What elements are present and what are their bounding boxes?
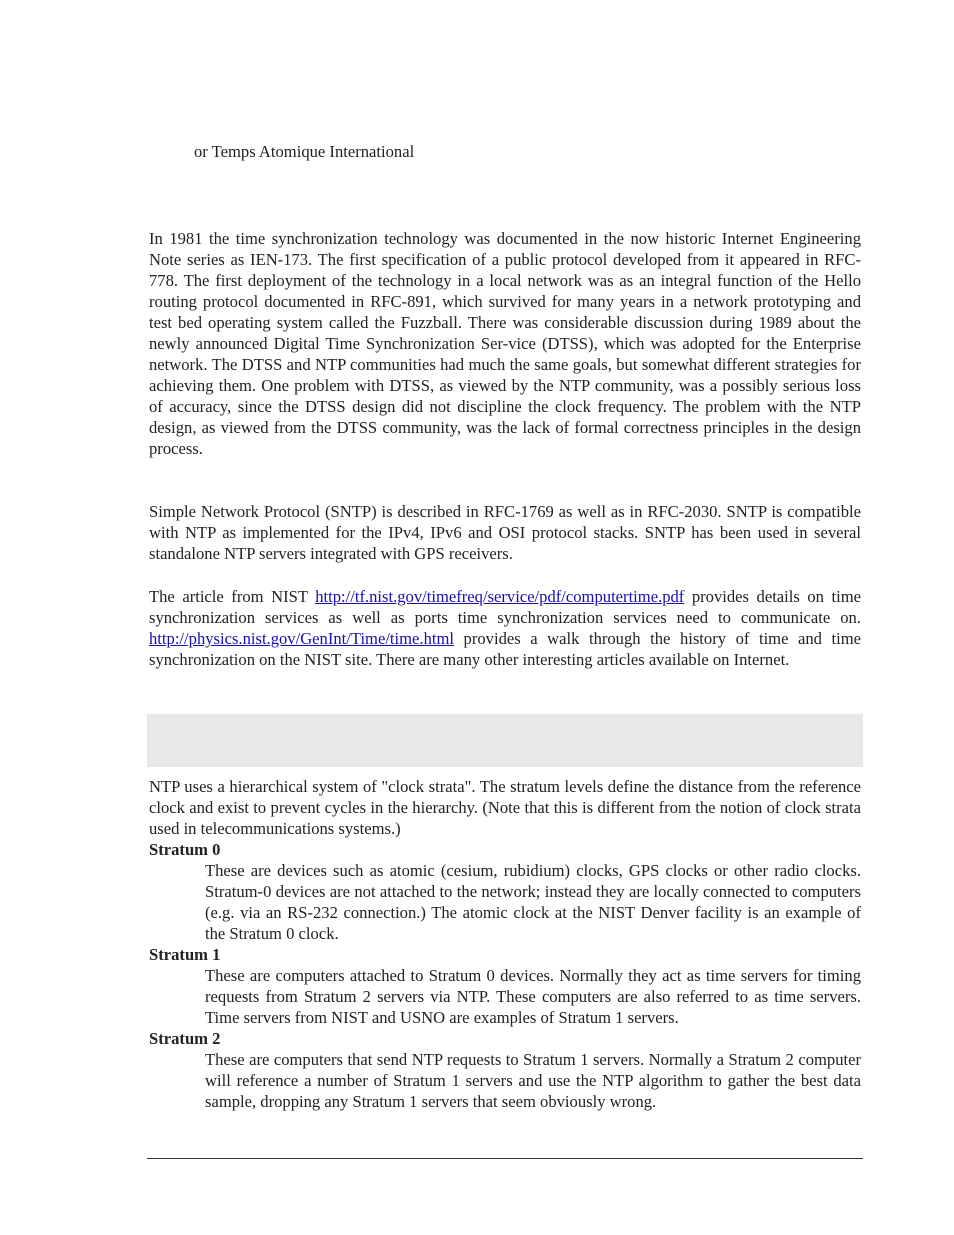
stratum-0-term: Stratum 0 <box>149 840 221 859</box>
sntp-paragraph: Simple Network Protocol (SNTP) is described in RFC-1769 as well as in RFC-2030. SNTP is compatible with NTP as implemented for the IPv4, IPv6 and OSI protocol stacks. SNTP has been used in several standalone NTP servers integrated with GPS receivers. <box>149 502 861 563</box>
section-heading-band <box>147 714 863 767</box>
clock-strata-section <box>149 776 861 1112</box>
strata-intro: NTP uses a hierarchical system of "clock strata". The stratum levels define the distance from the reference clock and exist to prevent cycles in the hierarchy. (Note that this is different from the notion of clock strata used in telecommunications systems.) <box>149 777 861 838</box>
nist-paragraph <box>149 586 861 670</box>
stratum-0-definition: These are devices such as atomic (cesium, rubidium) clocks, GPS clocks or other radio clocks. Stratum-0 devices are not attached to the network; instead they are locally connected to computers (e.g. via an RS-232 connection.) The atomic clock at the NIST Denver facility is an example of the Stratum 0 clock. <box>205 861 861 943</box>
footer-rule <box>147 1158 863 1159</box>
continued-text-fragment: or Temps Atomique International <box>194 142 415 161</box>
stratum-2-definition: These are computers that send NTP requests to Stratum 1 servers. Normally a Stratum 2 computer will reference a number of Stratum 1 servers and use the NTP algorithm to gather the best data sample, dropping any Stratum 1 servers that seem obviously wrong. <box>205 1050 861 1111</box>
computertime-pdf-link[interactable]: http://tf.nist.gov/timefreq/service/pdf/computertime.pdf <box>315 587 685 606</box>
stratum-1-definition: These are computers attached to Stratum 0 devices. Normally they act as time servers for timing requests from Stratum 2 servers via NTP. These computers are also referred to as time servers. Time servers from NIST and USNO are examples of Stratum 1 servers. <box>205 966 861 1027</box>
nist-text-a: The article from NIST <box>149 587 316 606</box>
stratum-1-term: Stratum 1 <box>149 945 221 964</box>
stratum-2-term: Stratum 2 <box>149 1029 221 1048</box>
nist-text-b: provides details on time synchronization services as well as ports time synchronization services need to communicate on. <box>149 587 861 627</box>
history-paragraph: In 1981 the time synchronization technology was documented in the now historic Internet Engineering Note series as IEN-173. The first specification of a public protocol developed from it appeared in RFC-778. The first deployment of the technology in a local network was as an integral function of the Hello routing protocol documented in RFC-891, which survived for many years in a network prototyping and test bed operating system called the Fuzzball. There was considerable discussion during 1989 about the newly announced Digital Time Synchronization Ser-vice (DTSS), which was adopted for the Enterprise network. The DTSS and NTP communities had much the same goals, but somewhat different strategies for achieving them. One problem with DTSS, as viewed by the NTP community, was a possibly serious loss of accuracy, since the DTSS design did not discipline the clock frequency. The problem with the NTP design, as viewed from the DTSS community, was the lack of formal correctness principles in the design process. <box>149 229 861 458</box>
nist-text-c: provides a walk through the history of time and time synchronization on the NIST site. There are many other interesting articles available on Internet. <box>149 629 861 669</box>
nist-time-history-link[interactable]: http://physics.nist.gov/GenInt/Time/time.html <box>149 629 454 648</box>
